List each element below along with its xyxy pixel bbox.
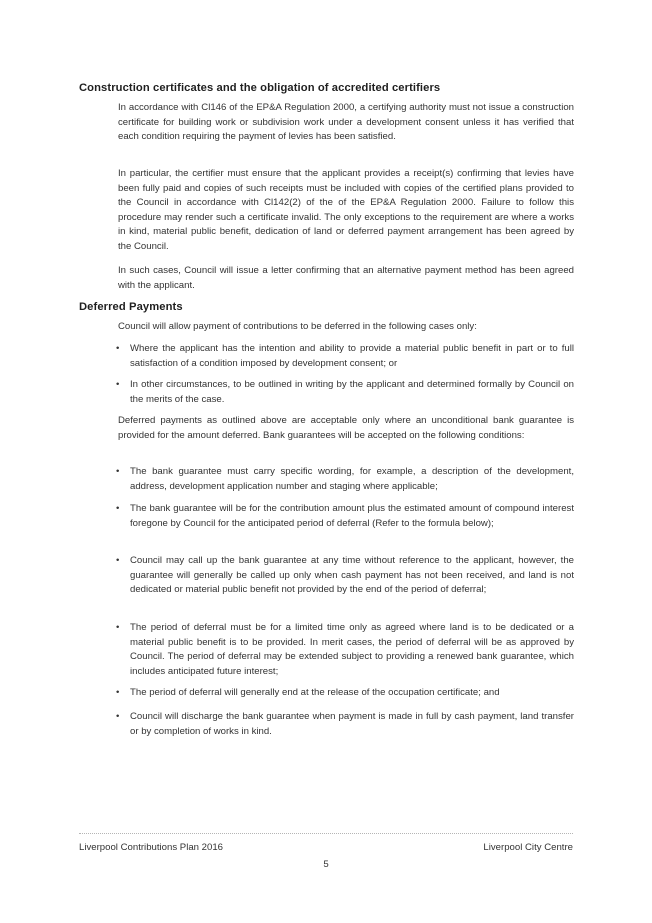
footer-document-title: Liverpool Contributions Plan 2016 [79,842,223,853]
paragraph: Council will allow payment of contributions to be deferred in the following cases only: [118,321,477,332]
list-item-text: The period of deferral will generally end at the release of the occupation certificate; and [130,687,500,698]
list-item-text: The bank guarantee will be for the contribution amount plus the estimated amount of compound interest foregone by Council for the anticipated period of deferral (Refer to the formula below); [130,503,574,529]
paragraph: In particular, the certifier must ensure that the applicant provides a receipt(s) confirming that levies have been fully paid and copies of such receipts must be included with copies of the certified plans provided to the Council in accordance with Cl142(2) of the of the EP&A Regulation 2000. Failure to follow this procedure may render such a certificate invalid. The only exceptions to the requirement are where a works in kind, material public benefit, dedication of land or deferred payment arrangement has been agreed by the Council. [118,168,574,252]
list-item [116,710,574,739]
list-item [116,621,574,679]
bullet-icon: • [116,343,120,354]
list-item-text: The bank guarantee must carry specific wording, for example, a description of the development, address, development application number and staging where applicable; [130,466,574,492]
bullet-icon: • [116,503,120,514]
section-heading-construction-certificates: Construction certificates and the obligation of accredited certifiers [79,82,441,94]
paragraph: In such cases, Council will issue a letter confirming that an alternative payment method has been agreed with the applicant. [118,265,574,291]
list-item-text: Council will discharge the bank guarantee when payment is made in full by cash payment, land transfer or by completion of works in kind. [130,711,574,737]
list-item [116,378,574,407]
bullet-icon: • [116,379,120,390]
footer-divider [79,833,573,834]
bullet-icon: • [116,555,120,566]
list-item-text: The period of deferral must be for a limited time only as agreed where land is to be dedicated or a material public benefit is to be provided. In merit cases, the period of deferral will be as approved by Council. The period of deferral may be extended subject to providing a renewed bank guarantee, which includes anticipated future interest; [130,622,574,677]
section-heading-deferred-payments: Deferred Payments [79,301,183,313]
list-item [116,502,574,531]
list-item [116,465,574,494]
list-item [116,554,574,598]
list-item-text: Where the applicant has the intention and ability to provide a material public benefit in part or to full satisfaction of a condition imposed by development consent; or [130,343,574,369]
paragraph: Deferred payments as outlined above are acceptable only where an unconditional bank guarantee is provided for the amount deferred. Bank guarantees will be accepted on the following conditions: [118,415,574,441]
list-item [116,686,574,701]
list-item-text: In other circumstances, to be outlined in writing by the applicant and determined formally by Council on the merits of the case. [130,379,574,405]
page-number: 5 [323,859,329,870]
paragraph: In accordance with Cl146 of the EP&A Regulation 2000, a certifying authority must not issue a construction certificate for building work or subdivision work under a development consent unless it has verified that each condition requiring the payment of levies has been satisfied. [118,102,574,143]
bullet-icon: • [116,622,120,633]
bullet-icon: • [116,711,120,722]
list-item [116,342,574,371]
list-item-text: Council may call up the bank guarantee at any time without reference to the applicant, however, the guarantee will generally be called up only when cash payment has not been received, and land is not dedicated or material public benefit not provided by the end of the period of deferral; [130,555,574,596]
bullet-icon: • [116,466,120,477]
footer-section-name: Liverpool City Centre [483,842,573,853]
bullet-icon: • [116,687,120,698]
